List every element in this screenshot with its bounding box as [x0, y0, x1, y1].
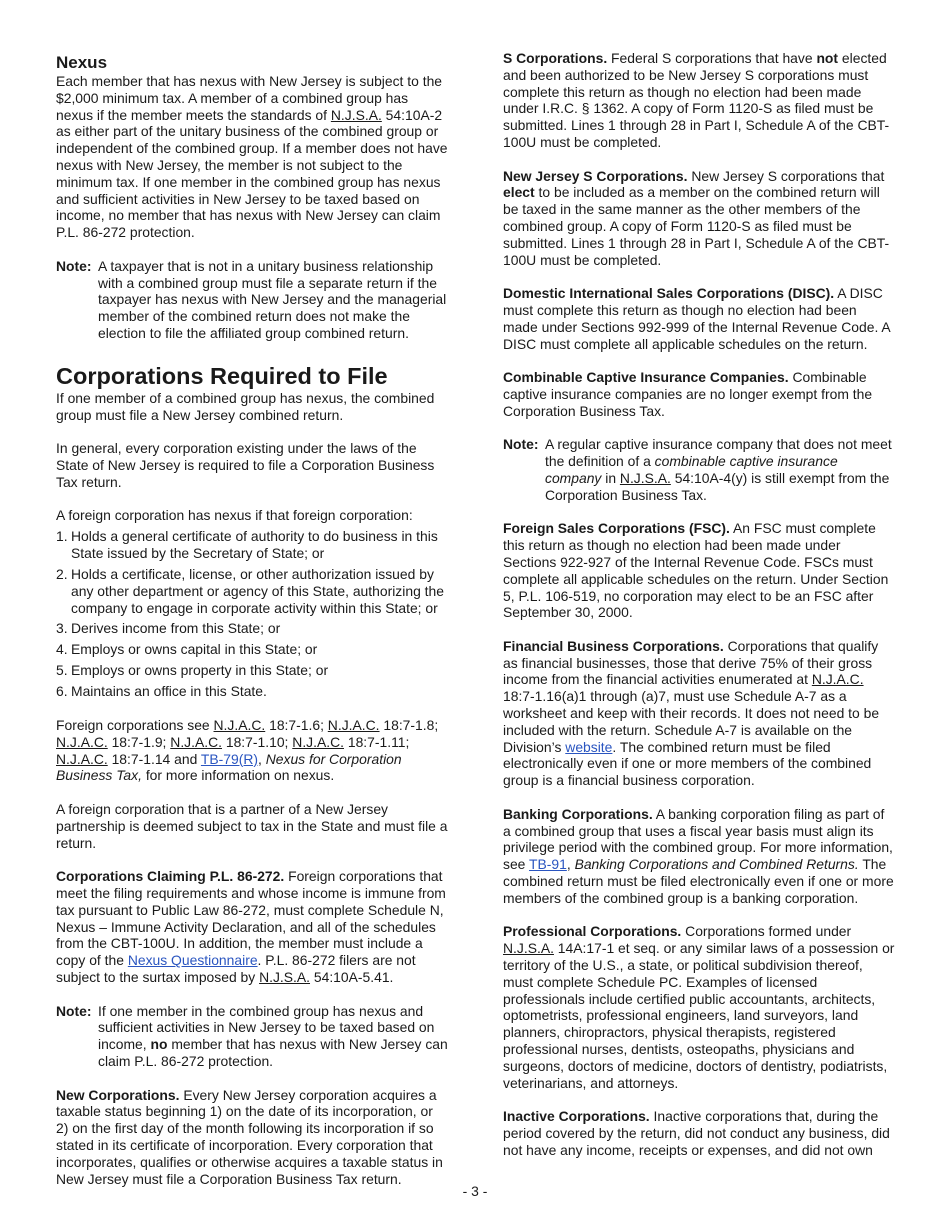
banking-paragraph	[503, 806, 895, 907]
emphasis: no	[150, 1036, 168, 1053]
nexus-text: Each member that has nexus with New Jersey is subject to the $2,000 minimum tax. A member of a combined group has nexus if the member meets the standards of	[56, 73, 443, 123]
list-text: Holds a certificate, license, or other authorization issued by any other department or agency of this State, authorizing the company to engage in corporate activity within this State; or	[71, 565, 444, 616]
nexus-paragraph	[56, 73, 448, 241]
inactive-heading: Inactive Corporations.	[503, 1108, 650, 1125]
list-num: 6.	[56, 683, 68, 700]
publication-title: Nexus for Corporation Business Tax,	[56, 750, 402, 784]
text: . The combined return must be filed electronically even if one or more members of the combined group is a financial business corporation.	[503, 738, 872, 789]
disc-heading: Domestic International Sales Corporations (DISC).	[503, 285, 835, 302]
fsc-heading: Foreign Sales Corporations (FSC).	[503, 520, 730, 537]
captive-insurance-paragraph	[503, 369, 895, 419]
pl-note	[56, 1003, 448, 1070]
text: 18:7-1.8;	[379, 717, 439, 734]
text: for more information on nexus.	[141, 767, 335, 784]
njac-ref: N.J.A.C.	[56, 733, 108, 750]
foreign-corporations-paragraph	[56, 717, 448, 784]
text: 18:7-1.9;	[107, 733, 171, 750]
text: Every New Jersey corporation acquires a taxable status beginning 1) on the date of its incorporation, or 2) on the first day of the month following its incorporation if so stated in its certificate of incorporation. Every corporation that incorporates, qualifies or otherwise acquires a taxable status in New Jersey must file a Corporation Business Tax return.	[56, 1086, 443, 1187]
njsa-ref: N.J.S.A.	[259, 968, 311, 985]
nexus-questionnaire-link[interactable]: Nexus Questionnaire	[127, 952, 258, 969]
list-item	[56, 641, 448, 658]
required-p2: In general, every corporation existing under the laws of the State of New Jersey is required to file a Corporation Business Tax return.	[56, 440, 435, 490]
text: 18:7-1.10;	[222, 733, 293, 750]
text: 54:10A-5.41.	[310, 968, 394, 985]
text: 18:7-1.16(a)1 through (a)7, must use Schedule A-7 as a worksheet and keep with their records. It does not need to be included with the return. Schedule A-7 is available on the Division’s	[503, 688, 880, 755]
note-text: A taxpayer that is not in a unitary business relationship with a combined group must file a separate return if the taxpayer has nexus with New Jersey and the managerial member of the combined return does not make the election to file the affiliated group combined return.	[98, 257, 447, 341]
text: . P.L. 86-272 filers are not subject to the surtax imposed by	[56, 952, 416, 985]
emphasis: elect	[503, 184, 535, 201]
text: 18:7-1.11;	[344, 733, 410, 750]
s-corp-heading: S Corporations.	[503, 50, 608, 66]
financial-heading: Financial Business Corporations.	[503, 637, 724, 654]
text: An FSC must complete this return as though no election had been made under Sections 922-927 of the Internal Revenue Code. FSCs must complete all applicable schedules on the return. Under Section 5, P.L. 106-519, no corporation may elect to be an FSC after September 30, 2000.	[503, 520, 889, 621]
text: A banking corporation filing as part of a combined group that uses a fiscal year basis must align its privilege period with the combined group. For more information, see	[503, 805, 893, 873]
text: New Jersey S corporations that	[687, 167, 885, 184]
emphasis: not	[816, 50, 839, 66]
note-label: Note:	[56, 257, 92, 274]
new-corporations-paragraph	[56, 1087, 448, 1188]
list-num: 3.	[56, 620, 68, 637]
text: 54:10A-4(y) is still exempt from the Corporation Business Tax.	[545, 469, 890, 503]
text: 14A:17-1 et seq. or any similar laws of a possession or territory of the U.S., a state, or political subdivision thereof, must complete Schedule PC. Examples of licensed professionals include certified public accountants, architects, optometrists, professional engineers, land surveyors, land planners, chiropractors, physical therapists, registered professional nurses, dentists, osteopaths, physicians and surgeons, doctors of medicine, doctors of dentistry, podiatrists, veterinarians, and attorneys.	[503, 940, 895, 1091]
njac-ref: N.J.A.C.	[56, 750, 108, 767]
left-column	[56, 50, 448, 1204]
text: A DISC must complete this return as though no election had been made under Sections 992-999 of the Internal Revenue Code. A DISC must complete all applicable schedules on the return.	[503, 285, 890, 352]
inactive-paragraph	[503, 1108, 895, 1158]
text: Corporations formed under	[681, 923, 852, 940]
note-label: Note:	[503, 436, 539, 453]
s-corporations-paragraph	[503, 50, 895, 151]
pl-86-272-paragraph	[56, 868, 448, 986]
list-num: 5.	[56, 662, 68, 679]
tb-91-link[interactable]: TB-91	[529, 856, 567, 873]
website-link[interactable]: website	[565, 738, 613, 755]
list-num: 2.	[56, 565, 68, 582]
text: If one member in the combined group has nexus and sufficient activities in New Jersey to be taxed based on income,	[98, 1002, 435, 1053]
njac-ref: N.J.A.C.	[170, 733, 222, 750]
text: Inactive corporations that, during the period covered by the return, did not conduct any business, did not have any income, receipts or expenses, and did not own	[503, 1108, 890, 1158]
text: Foreign corporations that meet the filing requirements and whose income is immune from tax pursuant to Public Law 86-272, must complete Schedule N, Nexus – Immune Activity Declaration, and all of the schedules from the CBT-100U. In addition, the member must include a copy of the	[56, 868, 446, 969]
right-column	[503, 50, 895, 1175]
text: elected and been authorized to be New Jersey S corporations must complete this return as though no election had been made under I.R.C. § 1362. A copy of Form 1120-S as filed must be submitted. Lines 1 through 28 in Part I, Schedule A of the CBT-100U must be completed.	[503, 50, 890, 150]
note-text	[545, 436, 895, 503]
njac-ref: N.J.A.C.	[811, 671, 864, 688]
partner-paragraph: A foreign corporation that is a partner of a New Jersey partnership is deemed subject to tax in the State and must file a return.	[56, 801, 448, 851]
disc-paragraph	[503, 285, 895, 352]
financial-business-paragraph	[503, 638, 895, 789]
note-label: Note:	[56, 1002, 92, 1019]
required-p1: If one member of a combined group has nexus, the combined group must file a New Jersey combined return.	[56, 389, 435, 423]
njac-ref: N.J.A.C.	[327, 717, 380, 734]
njsa-ref: N.J.S.A.	[330, 106, 382, 123]
list-num: 4.	[56, 641, 68, 658]
text: ,	[258, 750, 266, 767]
text: The combined return must be filed electronically even if one or more members of the combined group is a banking corporation.	[503, 856, 894, 906]
text: in	[601, 469, 620, 486]
fsc-paragraph	[503, 520, 895, 621]
list-item	[56, 620, 448, 637]
professional-paragraph	[503, 923, 895, 1091]
list-num: 1.	[56, 528, 68, 545]
list-item	[56, 683, 448, 700]
text: A regular captive insurance company that does not meet the definition of a	[545, 436, 892, 470]
njsa-ref: N.J.S.A.	[503, 940, 554, 957]
pl-heading: Corporations Claiming P.L. 86-272.	[56, 868, 285, 885]
text: Federal S corporations that have	[607, 50, 817, 66]
note-text	[98, 1003, 448, 1070]
nj-s-corp-heading: New Jersey S Corporations.	[503, 167, 688, 184]
nexus-criteria-list	[56, 528, 448, 700]
professional-heading: Professional Corporations.	[503, 923, 682, 940]
njsa-ref: N.J.S.A.	[619, 469, 671, 486]
text: 18:7-1.6;	[265, 717, 328, 734]
new-corp-heading: New Corporations.	[56, 1086, 180, 1103]
list-text: Holds a general certificate of authority to do business in this State issued by the Secretary of State; or	[71, 528, 438, 561]
list-item	[56, 662, 448, 679]
required-p3: A foreign corporation has nexus if that foreign corporation:	[56, 507, 413, 524]
banking-heading: Banking Corporations.	[503, 805, 653, 822]
nj-s-corporations-paragraph	[503, 168, 895, 269]
nexus-text-cont: 54:10A-2 as either part of the unitary business of the combined group or independent of the combined group. If a member does not have nexus with New Jersey, the member is not subject to the minimum tax. If one member in the combined group has nexus and sufficient activities in New Jersey to be taxed based on income, no member that has nexus with New Jersey can claim P.L. 86-272 protection.	[56, 106, 448, 241]
text: Corporations that qualify as financial businesses, those that derive 75% of their gross income from the financial activities enumerated at	[503, 637, 879, 688]
text: Foreign corporations see	[56, 717, 214, 734]
text: 18:7-1.14 and	[107, 750, 201, 767]
njac-ref: N.J.A.C.	[213, 717, 266, 734]
captive-note	[503, 436, 895, 503]
captive-heading: Combinable Captive Insurance Companies.	[503, 369, 789, 386]
list-item	[56, 566, 448, 616]
italic-term: combinable captive insurance company	[545, 453, 838, 486]
list-text: Employs or owns property in this State; or	[71, 662, 329, 679]
text: ,	[566, 856, 575, 873]
text: Combinable captive insurance companies are no longer exempt from the Corporation Business Tax.	[503, 369, 873, 419]
tb-79-link[interactable]: TB-79(R)	[200, 750, 259, 767]
text: member that has nexus with New Jersey can claim P.L. 86-272 protection.	[98, 1036, 448, 1069]
publication-title: Banking Corporations and Combined Returns.	[574, 856, 859, 873]
nexus-note	[56, 258, 448, 342]
nexus-heading: Nexus	[56, 53, 108, 72]
list-text: Derives income from this State; or	[71, 620, 281, 637]
required-heading: Corporations Required to File	[56, 362, 388, 389]
njac-ref: N.J.A.C.	[292, 733, 344, 750]
list-text: Employs or owns capital in this State; or	[71, 641, 318, 658]
list-item	[56, 528, 448, 562]
page-number: - 3 -	[462, 1183, 488, 1199]
text: to be included as a member on the combined return will be taxed in the same manner as the other members of the combined group. A copy of Form 1120-S as filed must be submitted. Lines 1 through 28 in Part I, Schedule A of the CBT-100U must be completed.	[503, 184, 890, 268]
list-text: Maintains an office in this State.	[71, 683, 267, 700]
